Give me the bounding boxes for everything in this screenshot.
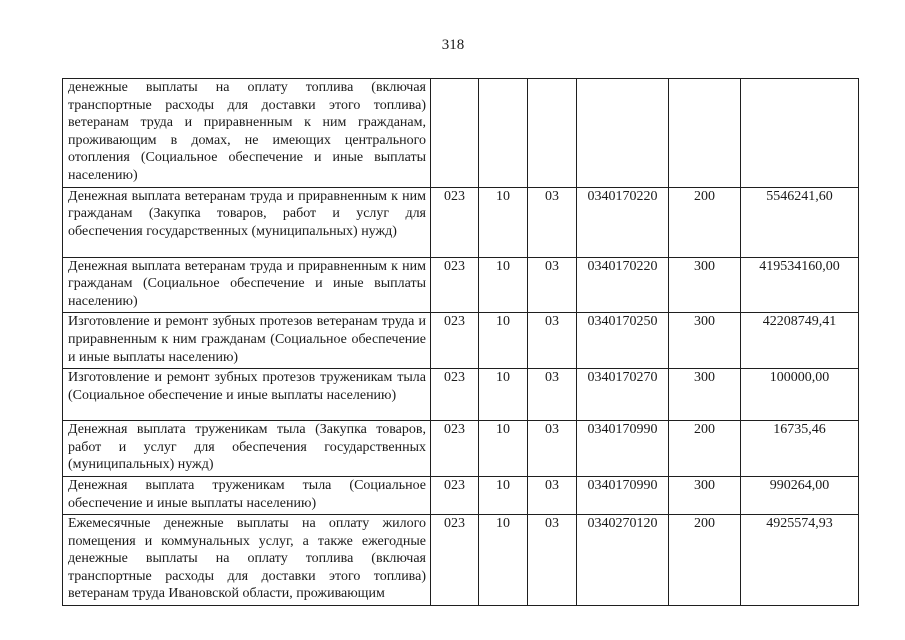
cell-target_article: 0340170220 xyxy=(577,257,669,313)
cell-expense_type: 300 xyxy=(669,369,741,421)
cell-description: Изготовление и ремонт зубных протезов труженикам тыла (Социальное обеспечение и иные выплаты населению) xyxy=(63,369,431,421)
table-row xyxy=(63,476,859,514)
table-row xyxy=(63,257,859,313)
cell-section: 10 xyxy=(479,313,528,369)
cell-code: 023 xyxy=(431,369,479,421)
cell-amount: 42208749,41 xyxy=(741,313,859,369)
cell-target_article xyxy=(577,79,669,188)
cell-amount: 990264,00 xyxy=(741,476,859,514)
cell-description: Ежемесячные денежные выплаты на оплату жилого помещения и коммунальных услуг, а также ежегодные денежные выплаты на оплату топлива (включая транспортные расходы для доставки этого топлива) ветеранам труда Ивановской области, проживающим xyxy=(63,515,431,606)
cell-target_article: 0340270120 xyxy=(577,515,669,606)
cell-target_article: 0340170250 xyxy=(577,313,669,369)
page-number: 318 xyxy=(441,37,465,53)
table-row xyxy=(63,313,859,369)
cell-section: 10 xyxy=(479,515,528,606)
cell-section: 10 xyxy=(479,187,528,257)
cell-description: Денежная выплата ветеранам труда и приравненным к ним гражданам (Социальное обеспечение и иные выплаты населению) xyxy=(63,257,431,313)
cell-section: 10 xyxy=(479,476,528,514)
cell-expense_type: 200 xyxy=(669,515,741,606)
cell-subsection: 03 xyxy=(528,515,577,606)
cell-amount: 100000,00 xyxy=(741,369,859,421)
cell-subsection: 03 xyxy=(528,421,577,477)
cell-expense_type xyxy=(669,79,741,188)
cell-section: 10 xyxy=(479,421,528,477)
cell-expense_type: 300 xyxy=(669,476,741,514)
cell-description: Денежная выплата труженикам тыла (Закупка товаров, работ и услуг для обеспечения государственных (муниципальных) нужд) xyxy=(63,421,431,477)
cell-subsection: 03 xyxy=(528,313,577,369)
table-row xyxy=(63,187,859,257)
cell-subsection: 03 xyxy=(528,369,577,421)
cell-target_article: 0340170220 xyxy=(577,187,669,257)
cell-code: 023 xyxy=(431,476,479,514)
cell-subsection xyxy=(528,79,577,188)
table-row xyxy=(63,515,859,606)
cell-subsection: 03 xyxy=(528,257,577,313)
cell-code: 023 xyxy=(431,187,479,257)
cell-code xyxy=(431,79,479,188)
cell-description: Изготовление и ремонт зубных протезов ветеранам труда и приравненным к ним гражданам (Социальное обеспечение и иные выплаты населению) xyxy=(63,313,431,369)
budget-table xyxy=(62,78,859,606)
cell-code: 023 xyxy=(431,313,479,369)
cell-code: 023 xyxy=(431,421,479,477)
cell-subsection: 03 xyxy=(528,476,577,514)
cell-subsection: 03 xyxy=(528,187,577,257)
cell-expense_type: 300 xyxy=(669,313,741,369)
cell-expense_type: 200 xyxy=(669,421,741,477)
table-row xyxy=(63,79,859,188)
table-row xyxy=(63,369,859,421)
cell-amount: 5546241,60 xyxy=(741,187,859,257)
cell-section: 10 xyxy=(479,257,528,313)
cell-section xyxy=(479,79,528,188)
budget-table-body xyxy=(63,79,859,606)
cell-description: Денежная выплата труженикам тыла (Социальное обеспечение и иные выплаты населению) xyxy=(63,476,431,514)
table-row xyxy=(63,421,859,477)
cell-section: 10 xyxy=(479,369,528,421)
cell-amount: 16735,46 xyxy=(741,421,859,477)
cell-target_article: 0340170270 xyxy=(577,369,669,421)
cell-amount: 419534160,00 xyxy=(741,257,859,313)
cell-expense_type: 300 xyxy=(669,257,741,313)
cell-code: 023 xyxy=(431,257,479,313)
cell-description: Денежная выплата ветеранам труда и приравненным к ним гражданам (Закупка товаров, работ и услуг для обеспечения государственных (муниципальных) нужд) xyxy=(63,187,431,257)
cell-code: 023 xyxy=(431,515,479,606)
cell-expense_type: 200 xyxy=(669,187,741,257)
cell-amount xyxy=(741,79,859,188)
cell-target_article: 0340170990 xyxy=(577,421,669,477)
cell-target_article: 0340170990 xyxy=(577,476,669,514)
cell-amount: 4925574,93 xyxy=(741,515,859,606)
cell-description: денежные выплаты на оплату топлива (включая транспортные расходы для доставки этого топлива) ветеранам труда и приравненным к ним гражданам, проживающим в домах, не имеющих центрального отопления (Социальное обеспечение и иные выплаты населению) xyxy=(63,79,431,188)
